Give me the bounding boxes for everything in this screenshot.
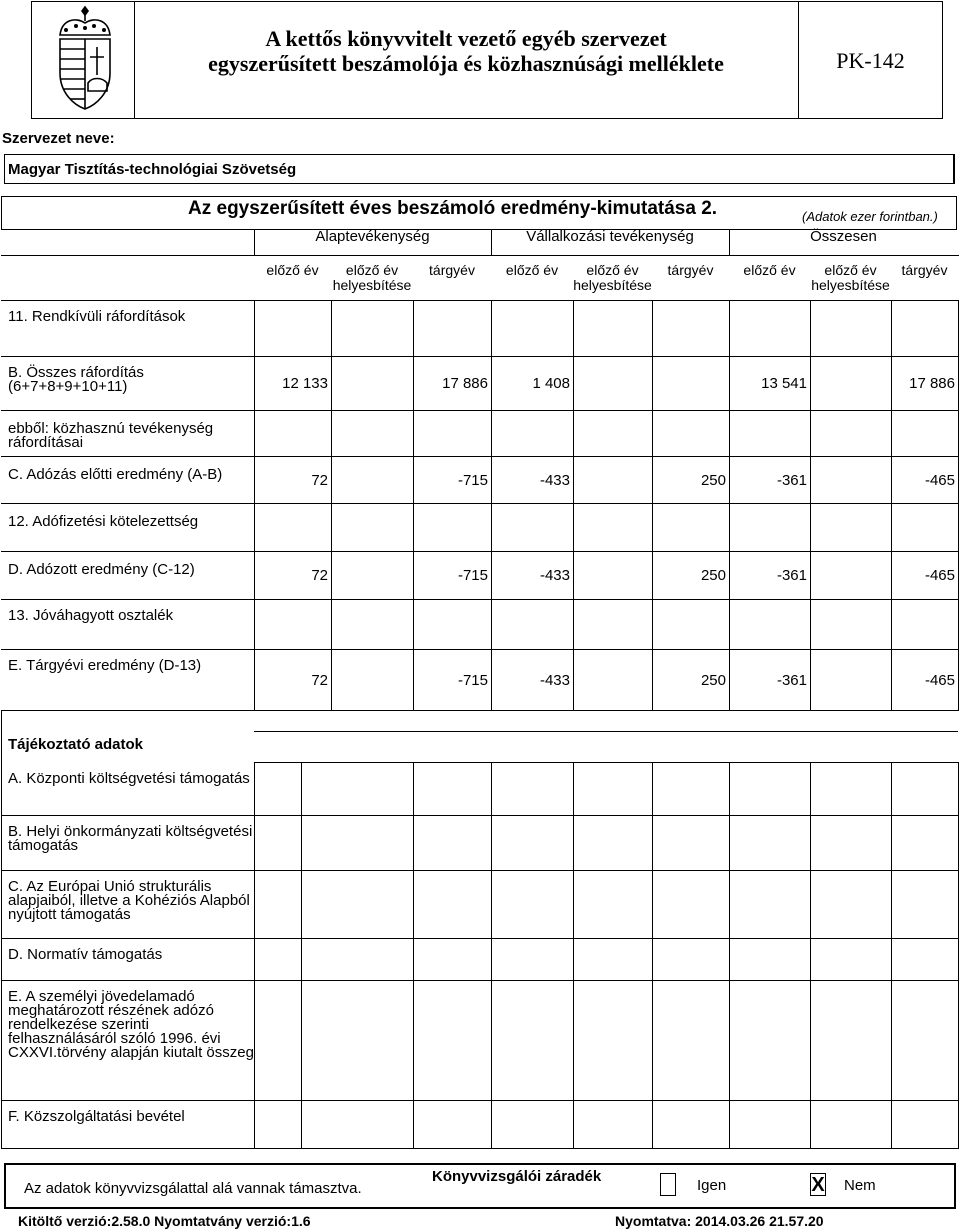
info-row-label: E. A személyi jövedelamadó meghatározott részének adózó rendelkezése szerinti felhasználásáról szóló 1996. évi CXXVI.törvény alapján kiutalt összeg	[8, 988, 254, 1061]
value-cell[interactable]	[254, 410, 331, 456]
cell-value: -361	[776, 672, 807, 689]
info-row-label: A. Központi költségvetési támogatás	[8, 770, 250, 787]
value-cell[interactable]	[810, 551, 891, 599]
cell-value: 250	[700, 567, 726, 584]
row-label: ebből: közhasznú tevékenység ráfordításai	[8, 420, 214, 451]
cell-value: -361	[776, 567, 807, 584]
info-title: Tájékoztató adatok	[8, 736, 144, 753]
value-cell[interactable]	[254, 456, 331, 503]
row-label: E. Tárgyévi eredmény (D-13)	[8, 657, 202, 674]
footer-right: Nyomtatva: 2014.03.26 21.57.20	[615, 1213, 824, 1229]
value-cell[interactable]	[331, 410, 413, 456]
info-row-label: C. Az Európai Unió strukturális alapjaiból, illetve a Kohéziós Alapból nyújtott támogatás	[8, 878, 250, 923]
cell-value: -433	[539, 567, 570, 584]
value-cell[interactable]	[729, 599, 810, 649]
row-label: 12. Adófizetési kötelezettség	[8, 513, 199, 530]
org-name: Magyar Tisztítás-technológiai Szövetség	[8, 161, 297, 178]
value-cell[interactable]	[652, 503, 729, 551]
cell-value: 72	[311, 567, 328, 584]
cell-value: 17 886	[442, 375, 488, 392]
form-title-line1: A kettős könyvvitelt vezető egyéb szervezet	[265, 26, 667, 51]
subcol-header-2: tárgyév	[429, 262, 475, 278]
audit-no-checkbox[interactable]	[810, 1173, 826, 1196]
value-cell[interactable]	[413, 599, 491, 649]
info-row-label: F. Közszolgáltatási bevétel	[8, 1108, 185, 1125]
value-cell[interactable]	[573, 300, 652, 356]
audit-no-label: Nem	[844, 1177, 876, 1194]
value-cell[interactable]	[573, 503, 652, 551]
value-cell[interactable]	[254, 300, 331, 356]
value-cell[interactable]	[413, 649, 491, 710]
row-label: C. Adózás előtti eredmény (A-B)	[8, 466, 223, 483]
cell-value: -715	[457, 567, 488, 584]
value-cell[interactable]	[573, 649, 652, 710]
value-cell[interactable]	[891, 300, 958, 356]
value-cell[interactable]	[810, 410, 891, 456]
value-cell[interactable]	[652, 599, 729, 649]
cell-value: 72	[311, 672, 328, 689]
value-cell[interactable]	[652, 649, 729, 710]
value-cell[interactable]	[491, 356, 573, 410]
cell-value: -433	[539, 672, 570, 689]
info-row-label: B. Helyi önkormányzati költségvetési támogatás	[8, 823, 253, 854]
value-cell[interactable]	[729, 649, 810, 710]
value-cell[interactable]	[810, 300, 891, 356]
subcol-header-3: előző év	[505, 262, 559, 278]
row-label: B. Összes ráfordítás (6+7+8+9+10+11)	[8, 364, 144, 395]
subcol-header-1: előző év helyesbítése	[332, 262, 412, 293]
subcol-header-7: előző év helyesbítése	[811, 262, 890, 293]
value-cell[interactable]	[331, 503, 413, 551]
value-cell[interactable]	[254, 503, 331, 551]
value-cell[interactable]	[254, 649, 331, 710]
value-cell[interactable]	[810, 456, 891, 503]
value-cell[interactable]	[810, 503, 891, 551]
cell-value: -465	[924, 567, 955, 584]
value-cell[interactable]	[891, 356, 958, 410]
value-cell[interactable]	[891, 410, 958, 456]
checkmark-x-icon: X	[811, 1174, 825, 1196]
value-cell[interactable]	[652, 456, 729, 503]
info-row-label: D. Normatív támogatás	[8, 946, 163, 963]
value-cell[interactable]	[573, 410, 652, 456]
value-cell[interactable]	[573, 456, 652, 503]
subcol-header-0: előző év	[266, 262, 319, 278]
value-cell[interactable]	[491, 649, 573, 710]
hungarian-coat-of-arms-icon	[52, 5, 118, 113]
value-cell[interactable]	[254, 551, 331, 599]
cell-value: -465	[924, 672, 955, 689]
value-cell[interactable]	[573, 356, 652, 410]
audit-yes-checkbox[interactable]	[660, 1173, 676, 1196]
value-cell[interactable]	[331, 456, 413, 503]
row-label: 13. Jóváhagyott osztalék	[8, 607, 174, 624]
value-cell[interactable]	[891, 599, 958, 649]
value-cell[interactable]	[729, 410, 810, 456]
value-cell[interactable]	[491, 503, 573, 551]
form-code: PK-142	[836, 48, 905, 73]
value-cell[interactable]	[491, 410, 573, 456]
value-cell[interactable]	[891, 503, 958, 551]
value-cell[interactable]	[652, 356, 729, 410]
row-label: D. Adózott eredmény (C-12)	[8, 561, 195, 578]
value-cell[interactable]	[254, 356, 331, 410]
value-cell[interactable]	[413, 356, 491, 410]
value-cell[interactable]	[729, 356, 810, 410]
cell-value: 250	[700, 472, 726, 489]
value-cell[interactable]	[413, 503, 491, 551]
group-header-0: Alaptevékenység	[315, 228, 430, 245]
subcol-header-4: előző év helyesbítése	[573, 262, 652, 293]
value-cell[interactable]	[413, 551, 491, 599]
value-cell[interactable]	[491, 456, 573, 503]
value-cell[interactable]	[652, 300, 729, 356]
cell-value: 13 541	[761, 375, 807, 392]
row-label: 11. Rendkívüli ráfordítások	[8, 308, 186, 325]
value-cell[interactable]	[891, 456, 958, 503]
value-cell[interactable]	[491, 300, 573, 356]
value-cell[interactable]	[331, 551, 413, 599]
value-cell[interactable]	[331, 599, 413, 649]
value-cell[interactable]	[491, 551, 573, 599]
org-label: Szervezet neve:	[2, 130, 115, 147]
form-title	[134, 26, 798, 76]
cell-value: -715	[457, 472, 488, 489]
cell-value: -361	[776, 472, 807, 489]
subcol-header-8: tárgyév	[901, 262, 948, 278]
subcol-header-6: előző év	[743, 262, 796, 278]
value-cell[interactable]	[573, 551, 652, 599]
cell-value: 17 886	[909, 375, 955, 392]
value-cell[interactable]	[729, 503, 810, 551]
cell-value: 250	[700, 672, 726, 689]
value-cell[interactable]	[810, 356, 891, 410]
value-cell[interactable]	[891, 551, 958, 599]
cell-value: 72	[311, 472, 328, 489]
value-cell[interactable]	[652, 551, 729, 599]
cell-value: 1 408	[532, 375, 570, 392]
value-cell[interactable]	[491, 599, 573, 649]
value-cell[interactable]	[729, 551, 810, 599]
audit-yes-label: Igen	[697, 1177, 727, 1194]
value-cell[interactable]	[891, 649, 958, 710]
value-cell[interactable]	[810, 599, 891, 649]
value-cell[interactable]	[254, 599, 331, 649]
footer-left: Kitöltő verzió:2.58.0 Nyomtatvány verzió:1.6	[18, 1213, 311, 1229]
group-header-1: Vállalkozási tevékenység	[526, 228, 694, 245]
subcol-header-5: tárgyév	[667, 262, 714, 278]
value-cell[interactable]	[413, 410, 491, 456]
value-cell[interactable]	[413, 456, 491, 503]
cell-value: 12 133	[282, 375, 328, 392]
cell-value: -433	[539, 472, 570, 489]
group-header-2: Összesen	[810, 228, 877, 245]
value-cell[interactable]	[331, 649, 413, 710]
value-cell[interactable]	[652, 410, 729, 456]
cell-value: -465	[924, 472, 955, 489]
value-cell[interactable]	[331, 356, 413, 410]
audit-statement: Az adatok könyvvizsgálattal alá vannak támasztva.	[24, 1180, 362, 1197]
value-cell[interactable]	[331, 300, 413, 356]
value-cell[interactable]	[413, 300, 491, 356]
form-title-line2: egyszerűsített beszámolója és közhasznúsági melléklete	[208, 51, 724, 76]
value-cell[interactable]	[729, 300, 810, 356]
section-title: Az egyszerűsített éves beszámoló eredmény-kimutatása 2.	[188, 198, 718, 219]
value-cell[interactable]	[573, 599, 652, 649]
audit-title: Könyvvizsgálói záradék	[432, 1168, 602, 1185]
cell-value: -715	[457, 672, 488, 689]
value-cell[interactable]	[810, 649, 891, 710]
value-cell[interactable]	[729, 456, 810, 503]
unit-note: (Adatok ezer forintban.)	[802, 209, 938, 224]
